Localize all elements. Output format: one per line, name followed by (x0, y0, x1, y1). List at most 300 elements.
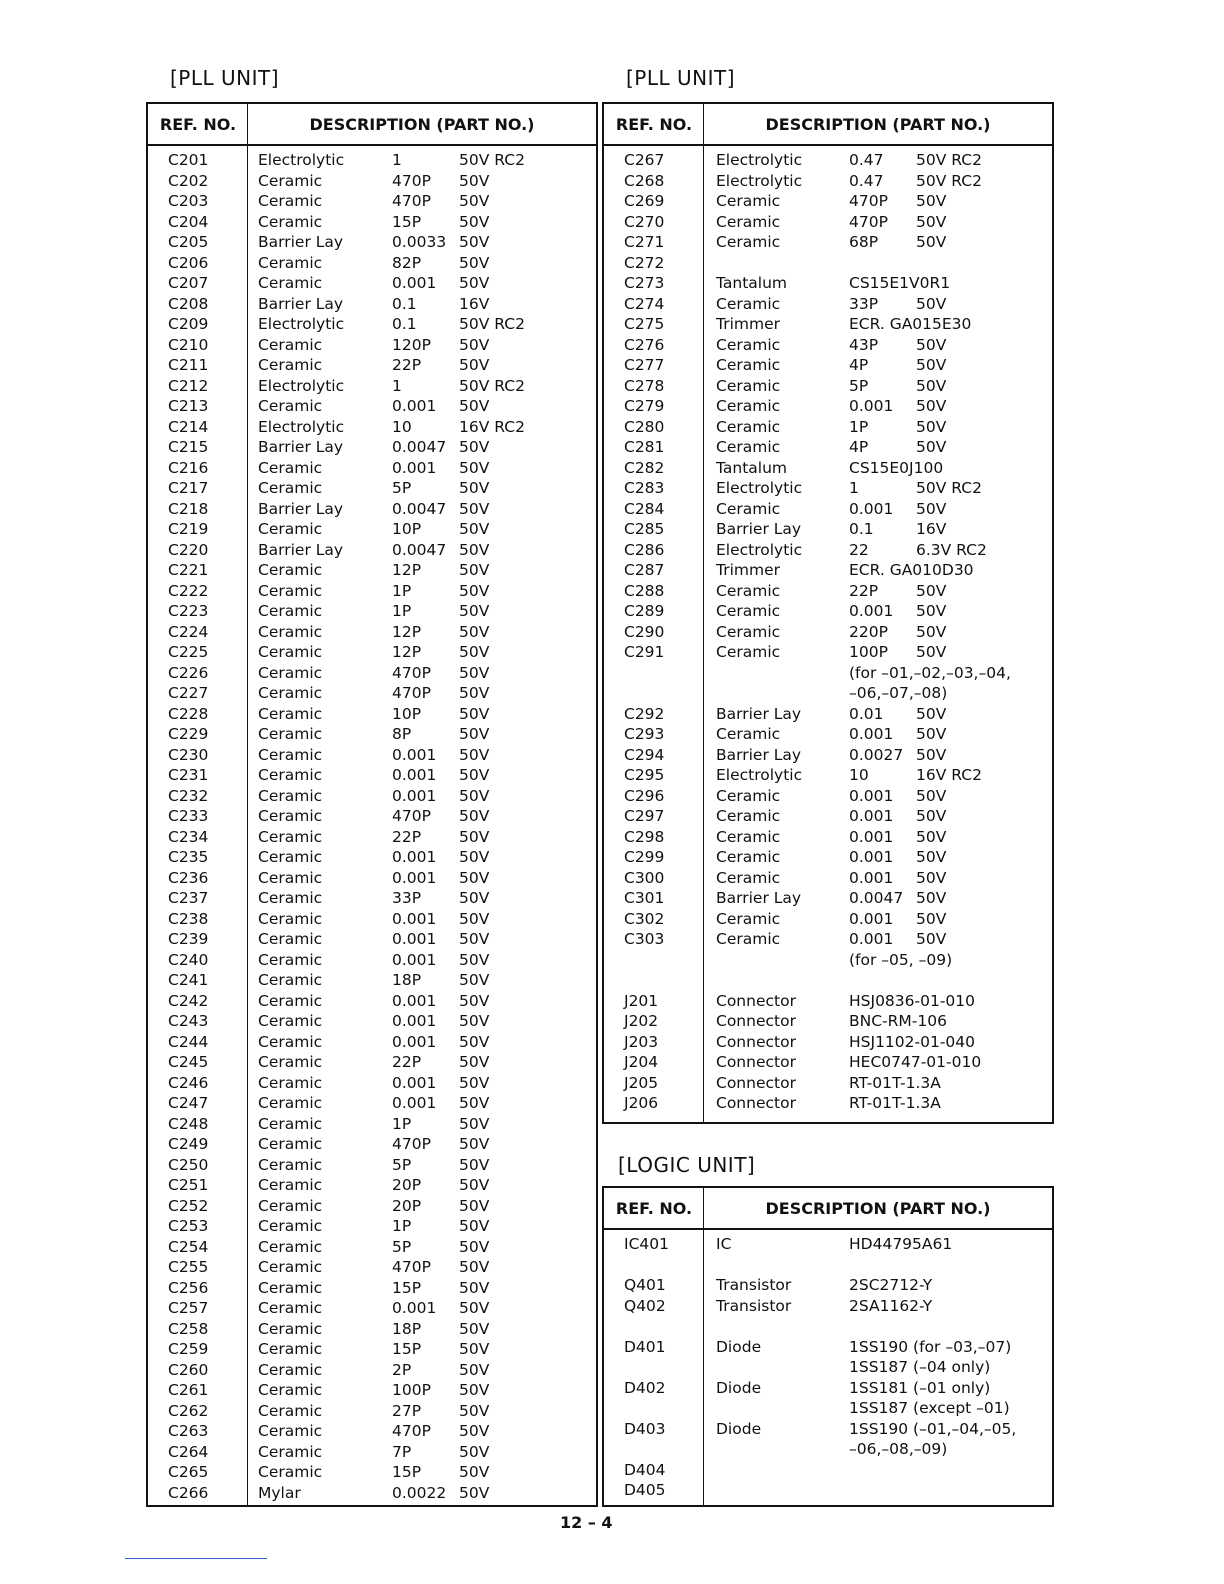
value-cell: 1P (392, 1114, 412, 1133)
type-cell: Ceramic (716, 909, 781, 928)
ref-no-cell: C262 (168, 1401, 209, 1420)
rating-cell: 50V (459, 1442, 490, 1461)
type-cell: Barrier Lay (716, 745, 802, 764)
ref-no-cell: C297 (624, 807, 665, 825)
rating-cell: 50V (916, 745, 947, 764)
type-cell: Barrier Lay (258, 233, 344, 251)
rating-cell: 50V (459, 889, 490, 907)
ref-no-cell: J202 (624, 1012, 659, 1030)
ref-no-cell: C303 (624, 930, 665, 948)
table-row (148, 376, 596, 397)
rating-cell: 50V (916, 397, 947, 415)
type-cell: Electrolytic (258, 417, 345, 436)
type-cell: Ceramic (716, 807, 781, 825)
ref-no-header: REF. NO. (159, 114, 237, 134)
value-cell: 0.0047 (392, 499, 447, 518)
ref-no-cell: C238 (168, 909, 209, 928)
ref-no-cell: C298 (624, 827, 665, 846)
value-cell: 5P (392, 479, 412, 497)
value-cell: 0.001 (849, 868, 894, 887)
ref-no-cell: Q402 (624, 1296, 666, 1315)
ref-no-cell: C241 (168, 971, 209, 989)
value-cell: 120P (392, 335, 431, 354)
ref-no-cell: C205 (168, 233, 209, 251)
ref-no-cell: C215 (168, 438, 209, 456)
value-cell: 1P (392, 581, 412, 600)
type-cell: Barrier Lay (258, 294, 344, 313)
type-cell: Ceramic (258, 253, 323, 272)
rating-cell: 50V (916, 212, 947, 231)
type-cell: Diode (716, 1378, 762, 1397)
ref-no-cell: C240 (168, 950, 209, 969)
rating-cell: 50V (459, 991, 490, 1010)
rating-cell: 50V (916, 438, 947, 456)
ref-no-cell: C279 (624, 397, 665, 415)
rating-cell: 50V (459, 868, 490, 887)
table-row (148, 1011, 596, 1032)
ref-no-cell: C294 (624, 745, 665, 764)
rating-cell: 50V (459, 212, 490, 231)
rating-cell: 50V (916, 294, 947, 313)
value-cell: 0.0027 (849, 745, 904, 764)
table-row (148, 1196, 596, 1217)
table-row (604, 1052, 1052, 1073)
type-cell: Barrier Lay (716, 704, 802, 723)
value-cell: 470P (392, 171, 431, 190)
value-cell: 0.001 (392, 786, 437, 805)
rating-cell: 50V (459, 397, 490, 415)
ref-no-cell: C259 (168, 1340, 209, 1358)
type-cell: Ceramic (258, 458, 323, 477)
type-cell: Ceramic (258, 991, 323, 1010)
ref-no-cell: C272 (624, 253, 665, 272)
table-row (148, 847, 596, 868)
type-cell: Diode (716, 1419, 762, 1438)
value-cell: CS15E0J100 (849, 458, 944, 477)
type-cell: Electrolytic (258, 376, 345, 395)
footer-rule (125, 1558, 267, 1559)
table-row (604, 1316, 1052, 1337)
ref-no-cell: C225 (168, 643, 209, 661)
value-cell: 0.001 (392, 458, 437, 477)
rating-cell: 50V (459, 356, 490, 374)
value-cell: 1P (392, 1217, 412, 1235)
rating-cell: 50V (916, 930, 947, 948)
rating-cell: 50V (916, 581, 947, 600)
table-row (148, 1401, 596, 1422)
rating-cell: 50V (459, 335, 490, 354)
value-cell: 470P (392, 684, 431, 702)
table-row (604, 253, 1052, 274)
type-cell: Transistor (716, 1276, 792, 1294)
ref-no-cell: C244 (168, 1032, 209, 1051)
type-cell: Connector (716, 1032, 796, 1051)
value-cell: 2SC2712-Y (849, 1276, 933, 1294)
ref-no-cell: C220 (168, 540, 209, 559)
value-cell: 22P (392, 356, 422, 374)
value-cell: 0.0047 (392, 438, 447, 456)
rating-cell: 50V (459, 1155, 490, 1174)
ref-no-cell: J203 (624, 1032, 659, 1051)
type-cell: Ceramic (716, 335, 781, 354)
ref-no-header: REF. NO. (615, 114, 693, 134)
table-row (604, 581, 1052, 602)
ref-no-cell: C213 (168, 397, 209, 415)
value-cell: 1 (392, 376, 402, 395)
type-cell: Ceramic (258, 827, 323, 846)
type-cell: Tantalum (716, 458, 788, 477)
table-row (148, 1032, 596, 1053)
type-cell: Ceramic (716, 581, 781, 600)
value-cell: 22P (849, 581, 879, 600)
type-cell: Ceramic (258, 1278, 323, 1297)
table-row (148, 1278, 596, 1299)
logic-unit-title: [LOGIC UNIT] (618, 1153, 756, 1177)
page-number: 12 – 4 (560, 1513, 613, 1532)
table-row (148, 1421, 596, 1442)
table-row (604, 622, 1052, 643)
table-body (604, 1234, 1052, 1501)
value-cell: 2P (392, 1360, 412, 1379)
type-cell: Ceramic (716, 294, 781, 313)
rating-cell: 16V (459, 294, 490, 313)
type-cell: Ceramic (258, 602, 323, 620)
type-cell: Ceramic (716, 499, 781, 518)
table-row (604, 212, 1052, 233)
table-row (148, 417, 596, 438)
ref-no-cell: C265 (168, 1463, 209, 1481)
table-row (604, 909, 1052, 930)
table-row (604, 970, 1052, 991)
rating-cell: 50V RC2 (459, 376, 525, 395)
rating-cell: 50V (459, 499, 490, 518)
table-row (604, 663, 1052, 684)
value-cell: 18P (392, 971, 422, 989)
rating-cell: 50V (459, 233, 490, 251)
table-row (604, 417, 1052, 438)
table-row (604, 1093, 1052, 1114)
table-row (604, 458, 1052, 479)
table-row (604, 1073, 1052, 1094)
table-row (604, 868, 1052, 889)
value-cell: 0.1 (392, 315, 417, 333)
value-cell: 0.001 (392, 930, 437, 948)
type-cell: Ceramic (258, 1422, 323, 1440)
table-row (148, 642, 596, 663)
table-row (604, 519, 1052, 540)
type-cell: Ceramic (258, 663, 323, 682)
type-cell: Ceramic (258, 1381, 323, 1399)
value-cell: 2SA1162-Y (849, 1296, 933, 1315)
ref-no-cell: C268 (624, 171, 665, 190)
table-row (148, 212, 596, 233)
value-cell: 0.001 (392, 1012, 437, 1030)
value-cell: 0.0022 (392, 1483, 447, 1502)
ref-no-cell: C232 (168, 786, 209, 805)
ref-no-cell: C261 (168, 1381, 209, 1399)
ref-no-cell: D402 (624, 1378, 666, 1397)
type-cell: Ceramic (716, 192, 781, 210)
type-cell: Ceramic (716, 930, 781, 948)
value-cell: HSJ0836-01-010 (849, 991, 976, 1010)
type-cell: Ceramic (258, 725, 323, 743)
type-cell: Trimmer (716, 561, 780, 579)
type-cell: Ceramic (258, 889, 323, 907)
value-cell: 15P (392, 212, 422, 231)
ref-no-cell: C287 (624, 561, 665, 579)
value-cell: ECR. GA015E30 (849, 315, 972, 333)
ref-no-cell: C264 (168, 1442, 209, 1461)
table-row (604, 335, 1052, 356)
rating-cell: 50V (459, 1073, 490, 1092)
type-cell: Ceramic (258, 766, 323, 784)
rating-cell: 50V (459, 786, 490, 805)
value-cell: 4P (849, 356, 869, 374)
value-cell: 33P (392, 889, 422, 907)
ref-no-cell: C267 (624, 151, 665, 169)
value-cell: BNC-RM-106 (849, 1012, 947, 1030)
rating-cell: 50V (916, 499, 947, 518)
table-row (148, 314, 596, 335)
rating-cell: 50V (916, 622, 947, 641)
ref-no-cell: C228 (168, 704, 209, 723)
value-cell: 470P (392, 1135, 431, 1153)
ref-no-cell: C233 (168, 807, 209, 825)
type-cell: Ceramic (258, 192, 323, 210)
type-cell: Ceramic (258, 1442, 323, 1461)
table-row (604, 601, 1052, 622)
type-cell: Ceramic (258, 1094, 323, 1112)
ref-no-cell: D405 (624, 1481, 666, 1499)
rating-cell: 50V (916, 233, 947, 251)
ref-no-cell: D404 (624, 1460, 666, 1479)
ref-no-cell: C258 (168, 1319, 209, 1338)
left-unit-title: [PLL UNIT] (170, 66, 280, 90)
ref-no-cell: C289 (624, 602, 665, 620)
ref-no-cell: C285 (624, 520, 665, 538)
type-cell: Ceramic (716, 868, 781, 887)
ref-no-cell: D403 (624, 1419, 666, 1438)
type-cell: Ceramic (258, 950, 323, 969)
rating-cell: 50V (459, 1381, 490, 1399)
table-row (604, 1255, 1052, 1276)
table-row (604, 1011, 1052, 1032)
value-cell: 1SS181 (–01 only) (849, 1378, 991, 1397)
table-row (148, 1462, 596, 1483)
value-cell: 82P (392, 253, 422, 272)
type-cell: Ceramic (258, 786, 323, 805)
rating-cell: 50V (916, 643, 947, 661)
rating-cell: 50V (916, 786, 947, 805)
value-cell: 0.001 (849, 397, 894, 415)
type-cell: Electrolytic (716, 540, 803, 559)
rating-cell: 50V (459, 1237, 490, 1256)
type-cell: Ceramic (258, 1053, 323, 1071)
ref-no-cell: C235 (168, 848, 209, 866)
ref-no-cell: C239 (168, 930, 209, 948)
rating-cell: 50V (916, 192, 947, 210)
table-row (148, 253, 596, 274)
ref-no-cell: J201 (624, 991, 659, 1010)
type-cell: Connector (716, 1073, 796, 1092)
value-cell: 100P (392, 1381, 431, 1399)
table-row (148, 1216, 596, 1237)
type-cell: Electrolytic (258, 151, 345, 169)
ref-no-cell: C246 (168, 1073, 209, 1092)
ref-no-cell: C236 (168, 868, 209, 887)
table-row (604, 1275, 1052, 1296)
rating-cell: 50V (459, 1217, 490, 1235)
ref-no-cell: C204 (168, 212, 209, 231)
ref-no-cell: C260 (168, 1360, 209, 1379)
rating-cell: 50V (459, 171, 490, 190)
ref-no-cell: J205 (624, 1073, 659, 1092)
type-cell: Barrier Lay (258, 438, 344, 456)
rating-cell: 50V (459, 1032, 490, 1051)
value-cell: 1P (849, 417, 869, 436)
type-cell: Ceramic (716, 417, 781, 436)
ref-no-cell: C278 (624, 376, 665, 395)
ref-no-cell: C221 (168, 561, 209, 579)
table-row (604, 478, 1052, 499)
type-cell: Ceramic (258, 704, 323, 723)
type-cell: Ceramic (258, 745, 323, 764)
table-row (148, 1073, 596, 1094)
table-row (604, 499, 1052, 520)
table-row (148, 827, 596, 848)
table-row (148, 437, 596, 458)
table-row (148, 1319, 596, 1340)
table-row (604, 355, 1052, 376)
value-cell: 0.001 (849, 499, 894, 518)
value-cell: 22 (849, 540, 869, 559)
value-cell: 1P (392, 602, 412, 620)
table-row (148, 745, 596, 766)
rating-cell: 50V (459, 1463, 490, 1481)
table-row (148, 581, 596, 602)
value-cell: 0.1 (392, 294, 417, 313)
ref-no-cell: IC401 (624, 1235, 669, 1253)
ref-no-cell: C249 (168, 1135, 209, 1153)
ref-no-cell: C216 (168, 458, 209, 477)
value-cell: 12P (392, 643, 422, 661)
ref-no-cell: Q401 (624, 1276, 666, 1294)
type-cell: Ceramic (258, 848, 323, 866)
ref-no-cell: C296 (624, 786, 665, 805)
table-row (604, 1337, 1052, 1358)
table-row (604, 437, 1052, 458)
ref-no-cell: C255 (168, 1258, 209, 1276)
ref-no-cell: C251 (168, 1176, 209, 1194)
type-cell: Ceramic (258, 1258, 323, 1276)
table-row (148, 909, 596, 930)
value-cell: 18P (392, 1319, 422, 1338)
rating-cell: 50V RC2 (459, 315, 525, 333)
value-cell: 0.0047 (849, 889, 904, 907)
type-cell: Barrier Lay (258, 540, 344, 559)
table-row (148, 663, 596, 684)
ref-no-cell: C207 (168, 274, 209, 292)
value-cell: 0.001 (392, 909, 437, 928)
table-row (148, 683, 596, 704)
table-row (148, 478, 596, 499)
ref-no-cell: C254 (168, 1237, 209, 1256)
value-cell: 43P (849, 335, 879, 354)
rating-cell: 50V (916, 848, 947, 866)
value-cell: 5P (849, 376, 869, 395)
table-row (604, 1357, 1052, 1378)
type-cell: Ceramic (716, 786, 781, 805)
table-row (604, 560, 1052, 581)
type-cell: Ceramic (258, 1114, 323, 1133)
value-cell: –06,–07,–08) (849, 684, 948, 702)
table-row (148, 458, 596, 479)
value-cell: –06,–08,–09) (849, 1440, 948, 1458)
rating-cell: 50V (459, 1340, 490, 1358)
type-cell: Ceramic (258, 1155, 323, 1174)
value-cell: 1SS190 (–01,–04,–05, (849, 1419, 1017, 1438)
rating-cell: 50V (459, 581, 490, 600)
table-row (148, 560, 596, 581)
rating-cell: 50V (459, 1483, 490, 1502)
table-row (604, 827, 1052, 848)
ref-no-cell: C208 (168, 294, 209, 313)
table-row (604, 314, 1052, 335)
ref-no-cell: C292 (624, 704, 665, 723)
type-cell: Ceramic (258, 971, 323, 989)
value-cell: HSJ1102-01-040 (849, 1032, 976, 1051)
table-row (604, 929, 1052, 950)
table-row (604, 396, 1052, 417)
ref-no-cell: C206 (168, 253, 209, 272)
table-row (148, 970, 596, 991)
ref-no-cell: C252 (168, 1196, 209, 1215)
ref-no-cell: C263 (168, 1422, 209, 1440)
ref-no-cell: C211 (168, 356, 209, 374)
rating-cell: 50V (459, 1319, 490, 1338)
rating-cell: 50V (459, 1053, 490, 1071)
value-cell: 27P (392, 1401, 422, 1420)
value-cell: 15P (392, 1340, 422, 1358)
ref-no-cell: C219 (168, 520, 209, 538)
rating-cell: 50V (459, 1401, 490, 1420)
table-row (604, 847, 1052, 868)
value-cell: (for –01,–02,–03,–04, (849, 663, 1011, 682)
table-row (604, 786, 1052, 807)
type-cell: Ceramic (258, 1135, 323, 1153)
rating-cell: 50V (459, 950, 490, 969)
type-cell: Ceramic (258, 807, 323, 825)
type-cell: Ceramic (258, 212, 323, 231)
rating-cell: 50V (459, 766, 490, 784)
table-row (604, 171, 1052, 192)
table-row (148, 540, 596, 561)
table-row (148, 232, 596, 253)
table-row (148, 704, 596, 725)
ref-no-cell: C277 (624, 356, 665, 374)
value-cell: 0.001 (392, 1073, 437, 1092)
value-cell: 10 (392, 417, 412, 436)
rating-cell: 50V (916, 602, 947, 620)
rating-cell: 50V (459, 1360, 490, 1379)
rating-cell: 50V (459, 253, 490, 272)
rating-cell: 50V (459, 1012, 490, 1030)
ref-no-cell: C229 (168, 725, 209, 743)
value-cell: 0.1 (849, 520, 874, 538)
value-cell: 470P (392, 807, 431, 825)
value-cell: 0.0047 (392, 540, 447, 559)
table-body (148, 150, 596, 1503)
